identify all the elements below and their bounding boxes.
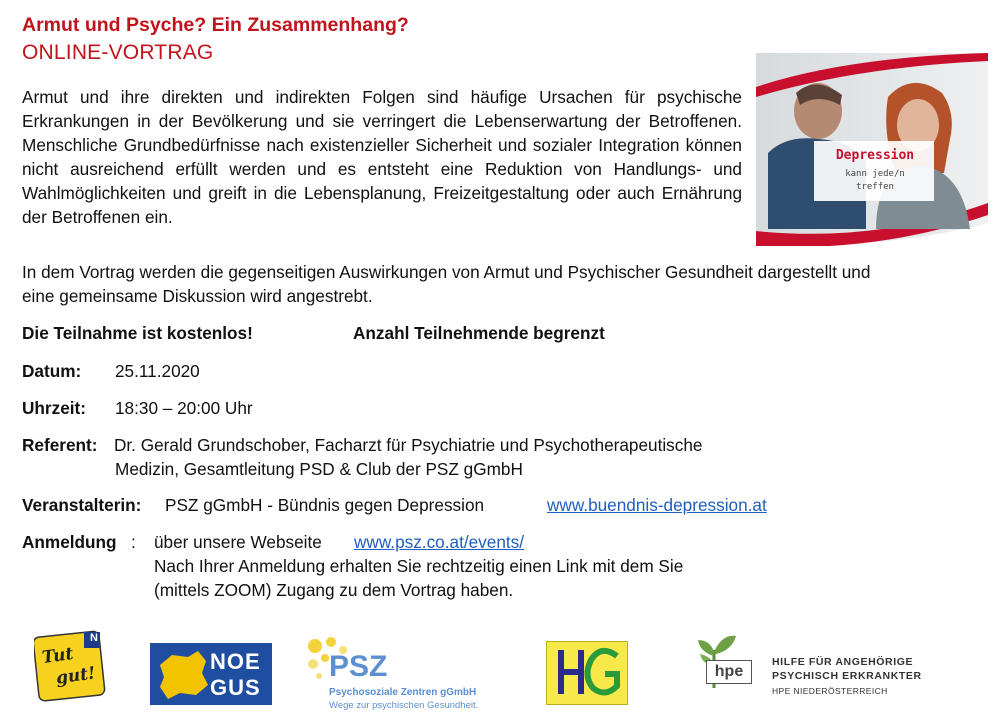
hpe-line1: HILFE FÜR ANGEHÖRIGE xyxy=(772,656,914,668)
hpe-line3: HPE NIEDERÖSTERREICH xyxy=(772,686,888,696)
registration-colon: : xyxy=(131,532,136,552)
psz-logo xyxy=(305,636,505,716)
tut-gut-logo xyxy=(34,630,106,702)
campaign-heading: Depression xyxy=(835,148,915,163)
tut-gut-text2: gut! xyxy=(54,663,97,689)
psz-name: PSZ xyxy=(329,650,388,683)
noe-gus-logo xyxy=(150,643,272,705)
campaign-line1: kann jede/n xyxy=(845,169,905,179)
registration-text: über unsere Webseite xyxy=(154,532,322,552)
participation-limited: Anzahl Teilnehmende begrenzt xyxy=(353,323,605,343)
event-title: Armut und Psyche? Ein Zusammenhang? xyxy=(22,14,409,36)
speaker-line2: Medizin, Gesamtleitung PSD & Club der PSZ gGmbH xyxy=(115,459,523,479)
noe-gus-line1: NOE xyxy=(210,649,261,674)
registration-line3: (mittels ZOOM) Zugang zu dem Vortrag haben. xyxy=(154,580,514,600)
tut-gut-badge: N xyxy=(90,632,98,644)
organizer-value: PSZ gGmbH - Bündnis gegen Depression xyxy=(165,495,485,515)
hg-logo xyxy=(546,641,628,705)
time-label: Uhrzeit: xyxy=(22,398,86,418)
event-subtitle: ONLINE-VORTRAG xyxy=(22,41,214,64)
date-value: 25.11.2020 xyxy=(115,361,200,381)
lower-austria-map-icon xyxy=(154,643,212,705)
organizer-link[interactable]: www.buendnis-depression.at xyxy=(547,495,767,515)
depression-campaign-image xyxy=(756,53,988,246)
speaker-line1: Dr. Gerald Grundschober, Facharzt für Psychiatrie und Psychotherapeutische xyxy=(114,435,703,455)
registration-line2: Nach Ihrer Anmeldung erhalten Sie rechtzeitig einen Link mit dem Sie xyxy=(154,556,684,576)
hpe-mark: hpe xyxy=(706,660,752,684)
psz-line1: Psychosoziale Zentren gGmbH xyxy=(329,687,477,698)
tut-gut-text1: Tut xyxy=(40,643,75,669)
participation-free: Die Teilnahme ist kostenlos! xyxy=(22,323,253,343)
hpe-line2: PSYCHISCH ERKRANKTER xyxy=(772,670,922,682)
campaign-line2: treffen xyxy=(856,182,894,192)
speaker-label: Referent: xyxy=(22,435,98,455)
noe-gus-line2: GUS xyxy=(210,675,261,700)
psz-line2: Wege zur psychischen Gesundheit. xyxy=(329,700,479,711)
registration-link[interactable]: www.psz.co.at/events/ xyxy=(354,532,525,552)
time-value: 18:30 – 20:00 Uhr xyxy=(115,398,253,418)
registration-label: Anmeldung xyxy=(22,532,117,552)
intro-paragraph: Armut und ihre direkten und indirekten Folgen sind häufige Ursachen für psychische Erkrankungen in der Bevölkerung und sie verringert die Lebenserwartung der Betroffenen. Menschliche Grundbedürfnisse nach existenzieller Sicherheit und sozialer Integration können nicht ausreichend erfüllt werden und es entsteht eine Reduktion von Handlungs- und Wahlmöglichkeiten und greift in die Lebensplanung, Freizeitgestaltung oder auch Ernährung der Betroffenen ein. xyxy=(22,87,742,227)
date-label: Datum: xyxy=(22,361,82,381)
organizer-label: Veranstalterin: xyxy=(22,495,142,515)
hpe-logo xyxy=(696,630,926,710)
hg-emblem-icon xyxy=(547,642,629,706)
description-paragraph: In dem Vortrag werden die gegenseitigen Auswirkungen von Armut und Psychischer Gesundheit dargestellt und eine gemeinsame Diskussion wird angestrebt. xyxy=(22,262,871,306)
